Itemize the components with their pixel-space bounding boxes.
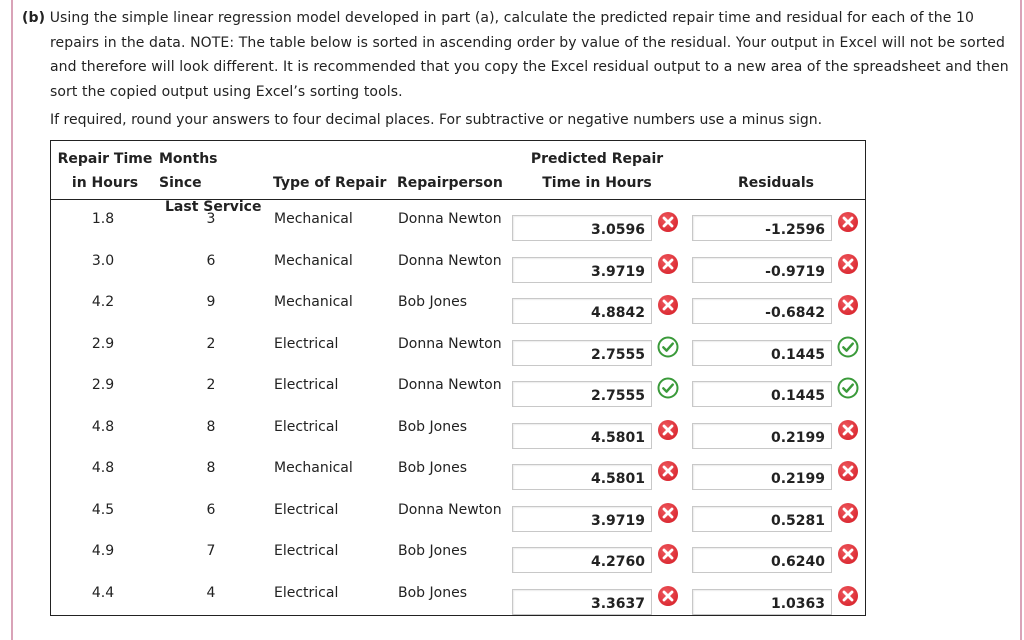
- cell-repairperson: Bob Jones: [398, 584, 467, 601]
- rounding-instruction: If required, round your answers to four decimal places. For subtractive or negative numbers use a minus sign.: [50, 112, 823, 128]
- table-row: [51, 415, 865, 456]
- cell-repair-time: 4.9: [91, 543, 115, 559]
- question-line-1: Using the simple linear regression model developed in part (a), calculate the predicted repair time and residual for each of the 10: [49, 10, 975, 26]
- header-months-line2: Last Service: [165, 199, 262, 215]
- cell-repairperson: Bob Jones: [398, 460, 467, 476]
- predicted-input[interactable]: 2.7555: [512, 381, 652, 407]
- table-row: [51, 249, 865, 290]
- residual-input[interactable]: -0.9719: [692, 257, 832, 283]
- cell-repairperson: Donna Newton: [398, 335, 502, 352]
- cell-months-since: 8: [206, 418, 216, 435]
- residual-input[interactable]: -0.6842: [692, 298, 832, 324]
- table-header: [51, 141, 865, 215]
- cell-type-of-repair: Electrical: [274, 418, 339, 435]
- cell-repairperson: Donna Newton: [398, 501, 502, 518]
- residual-input[interactable]: 0.2199: [692, 423, 832, 449]
- predicted-input[interactable]: 3.0596: [512, 215, 652, 241]
- cell-repair-time: 4.8: [91, 460, 115, 476]
- table-row: [51, 290, 865, 331]
- table-row: [51, 456, 865, 497]
- residual-input[interactable]: 0.6240: [692, 547, 832, 573]
- residual-input[interactable]: 0.5281: [692, 506, 832, 532]
- header-type-of-repair: Type of Repair: [273, 175, 387, 191]
- header-months-line1: Months Since: [159, 151, 218, 191]
- header-predicted: [515, 147, 679, 195]
- cell-repairperson: Bob Jones: [398, 543, 467, 559]
- predicted-input[interactable]: 3.3637: [512, 589, 652, 615]
- predicted-input[interactable]: 3.9719: [512, 506, 652, 532]
- x-circle-icon: [657, 211, 679, 233]
- cell-months-since: 8: [206, 460, 216, 476]
- x-circle-icon: [837, 294, 859, 316]
- x-circle-icon: [657, 253, 679, 275]
- cell-repair-time: 4.5: [91, 501, 115, 518]
- cell-type-of-repair: Mechanical: [274, 252, 353, 269]
- cell-repairperson: Bob Jones: [398, 294, 467, 310]
- x-circle-icon: [837, 585, 859, 607]
- cell-months-since: 2: [206, 335, 216, 352]
- cell-repair-time: 3.0: [91, 252, 115, 269]
- table-row: [51, 581, 865, 622]
- x-circle-icon: [657, 585, 679, 607]
- check-circle-icon: [657, 377, 679, 399]
- cell-months-since: 2: [206, 377, 216, 393]
- cell-type-of-repair: Electrical: [274, 501, 339, 518]
- cell-months-since: 4: [206, 584, 216, 601]
- predicted-input[interactable]: 4.8842: [512, 298, 652, 324]
- x-circle-icon: [837, 460, 859, 482]
- header-residuals: Residuals: [738, 175, 814, 191]
- cell-months-since: 6: [206, 501, 216, 518]
- x-circle-icon: [657, 543, 679, 565]
- page-right-border: [1020, 0, 1022, 640]
- residual-input[interactable]: 0.2199: [692, 464, 832, 490]
- x-circle-icon: [657, 294, 679, 316]
- predicted-input[interactable]: 4.5801: [512, 423, 652, 449]
- cell-type-of-repair: Mechanical: [274, 460, 353, 476]
- cell-type-of-repair: Mechanical: [274, 211, 353, 227]
- predicted-input[interactable]: 4.5801: [512, 464, 652, 490]
- cell-repairperson: Donna Newton: [398, 252, 502, 269]
- x-circle-icon: [837, 419, 859, 441]
- cell-repair-time: 2.9: [91, 335, 115, 352]
- residual-input[interactable]: 1.0363: [692, 589, 832, 615]
- x-circle-icon: [837, 211, 859, 233]
- question-line-3: and therefore will look different. It is recommended that you copy the Excel residual output to a new area of the spreadsheet and then: [50, 59, 1009, 75]
- check-circle-icon: [657, 336, 679, 358]
- x-circle-icon: [837, 253, 859, 275]
- cell-repair-time: 4.8: [91, 418, 115, 435]
- table-row: [51, 207, 865, 248]
- cell-months-since: 9: [206, 294, 216, 310]
- cell-repair-time: 1.8: [91, 211, 115, 227]
- cell-repair-time: 4.2: [91, 294, 115, 310]
- cell-type-of-repair: Mechanical: [274, 294, 353, 310]
- question-line-4: sort the copied output using Excel’s sorting tools.: [50, 83, 403, 100]
- check-circle-icon: [837, 377, 859, 399]
- table-row: [51, 373, 865, 414]
- question-line-2: repairs in the data. NOTE: The table below is sorted in ascending order by value of the residual. Your output in Excel will not be sorted: [50, 34, 1005, 51]
- x-circle-icon: [837, 543, 859, 565]
- table-row: [51, 332, 865, 373]
- residual-input[interactable]: -1.2596: [692, 215, 832, 241]
- cell-type-of-repair: Electrical: [274, 335, 339, 352]
- x-circle-icon: [657, 460, 679, 482]
- header-repairperson: Repairperson: [397, 175, 503, 191]
- question-text: [22, 6, 1012, 104]
- cell-months-since: 7: [206, 543, 216, 559]
- predicted-input[interactable]: 3.9719: [512, 257, 652, 283]
- cell-months-since: 3: [206, 211, 216, 227]
- table-row: [51, 498, 865, 539]
- part-label: (b): [22, 10, 46, 26]
- cell-type-of-repair: Electrical: [274, 377, 339, 393]
- check-circle-icon: [837, 336, 859, 358]
- cell-repairperson: Donna Newton: [398, 377, 502, 393]
- predicted-input[interactable]: 4.2760: [512, 547, 652, 573]
- header-predicted-line1: Predicted Repair: [530, 151, 664, 167]
- residual-input[interactable]: 0.1445: [692, 340, 832, 366]
- x-circle-icon: [657, 502, 679, 524]
- x-circle-icon: [657, 419, 679, 441]
- residuals-table: [50, 140, 866, 616]
- header-repair-time: [55, 147, 155, 195]
- header-repair-time-line1: Repair Time: [57, 151, 153, 167]
- cell-type-of-repair: Electrical: [274, 543, 339, 559]
- predicted-input[interactable]: 2.7555: [512, 340, 652, 366]
- cell-repair-time: 2.9: [91, 377, 115, 393]
- cell-repairperson: Donna Newton: [398, 211, 502, 227]
- residual-input[interactable]: 0.1445: [692, 381, 832, 407]
- cell-months-since: 6: [206, 252, 216, 269]
- header-repair-time-line2: in Hours: [71, 175, 139, 191]
- cell-type-of-repair: Electrical: [274, 584, 339, 601]
- cell-repairperson: Bob Jones: [398, 418, 467, 435]
- page-left-border: [11, 0, 13, 640]
- header-predicted-line2: Time in Hours: [542, 175, 652, 191]
- table-row: [51, 539, 865, 580]
- cell-repair-time: 4.4: [91, 584, 115, 601]
- question-block: [22, 6, 1012, 130]
- x-circle-icon: [837, 502, 859, 524]
